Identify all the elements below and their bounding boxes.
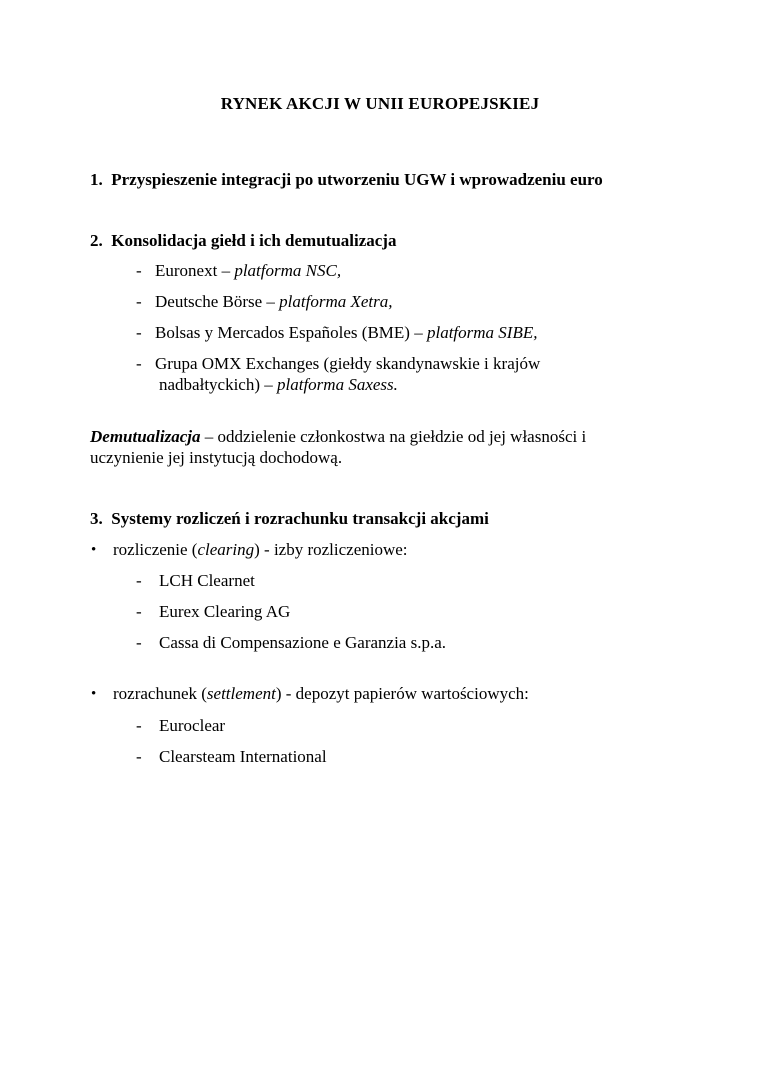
list-item: Euroclear	[159, 716, 226, 735]
settlement-bullet-text: rozrachunek (settlement) - depozyt papierów wartościowych:	[113, 684, 529, 703]
section-3-title: Systemy rozliczeń i rozrachunku transakcji akcjami	[111, 509, 489, 528]
list-dash: -	[136, 354, 142, 373]
section-3-number: 3.	[90, 509, 103, 528]
list-item-continuation: nadbałtyckich) – platforma Saxess.	[159, 375, 398, 394]
list-item: Clearsteam International	[159, 747, 327, 766]
list-dash: -	[136, 292, 142, 311]
section-2-heading	[90, 231, 396, 251]
list-item: LCH Clearnet	[159, 571, 255, 590]
bullet-icon: •	[91, 542, 97, 558]
list-dash: -	[136, 571, 142, 590]
section-1-number: 1.	[90, 170, 103, 189]
section-2-number: 2.	[90, 231, 103, 250]
list-dash: -	[136, 323, 142, 342]
list-item: Bolsas y Mercados Españoles (BME) – platforma SIBE,	[155, 323, 538, 342]
section-1-heading	[90, 170, 603, 190]
list-dash: -	[136, 716, 142, 735]
definition-term: Demutualizacja	[90, 427, 201, 446]
list-dash: -	[136, 747, 142, 766]
list-item: Cassa di Compensazione e Garanzia s.p.a.	[159, 633, 447, 652]
list-item: Deutsche Börse – platforma Xetra,	[155, 292, 393, 311]
definition-line-1: Demutualizacja – oddzielenie członkostwa na giełdzie od jej własności i	[90, 427, 587, 446]
list-item: Grupa OMX Exchanges (giełdy skandynawskie i krajów	[155, 354, 541, 373]
section-3-heading	[90, 509, 489, 529]
section-2-title: Konsolidacja giełd i ich demutualizacja	[111, 231, 397, 250]
bullet-icon: •	[91, 686, 97, 702]
definition-line-2: uczynienie jej instytucją dochodową.	[90, 448, 343, 467]
list-item: Eurex Clearing AG	[159, 602, 291, 621]
list-dash: -	[136, 602, 142, 621]
list-dash: -	[136, 261, 142, 280]
list-dash: -	[136, 633, 142, 652]
page-title: RYNEK AKCJI W UNII EUROPEJSKIEJ	[220, 94, 540, 113]
section-1-title: Przyspieszenie integracji po utworzeniu UGW i wprowadzeniu euro	[111, 170, 603, 189]
clearing-bullet-text: rozliczenie (clearing) - izby rozliczeniowe:	[113, 540, 408, 559]
list-item: Euronext – platforma NSC,	[155, 261, 342, 280]
